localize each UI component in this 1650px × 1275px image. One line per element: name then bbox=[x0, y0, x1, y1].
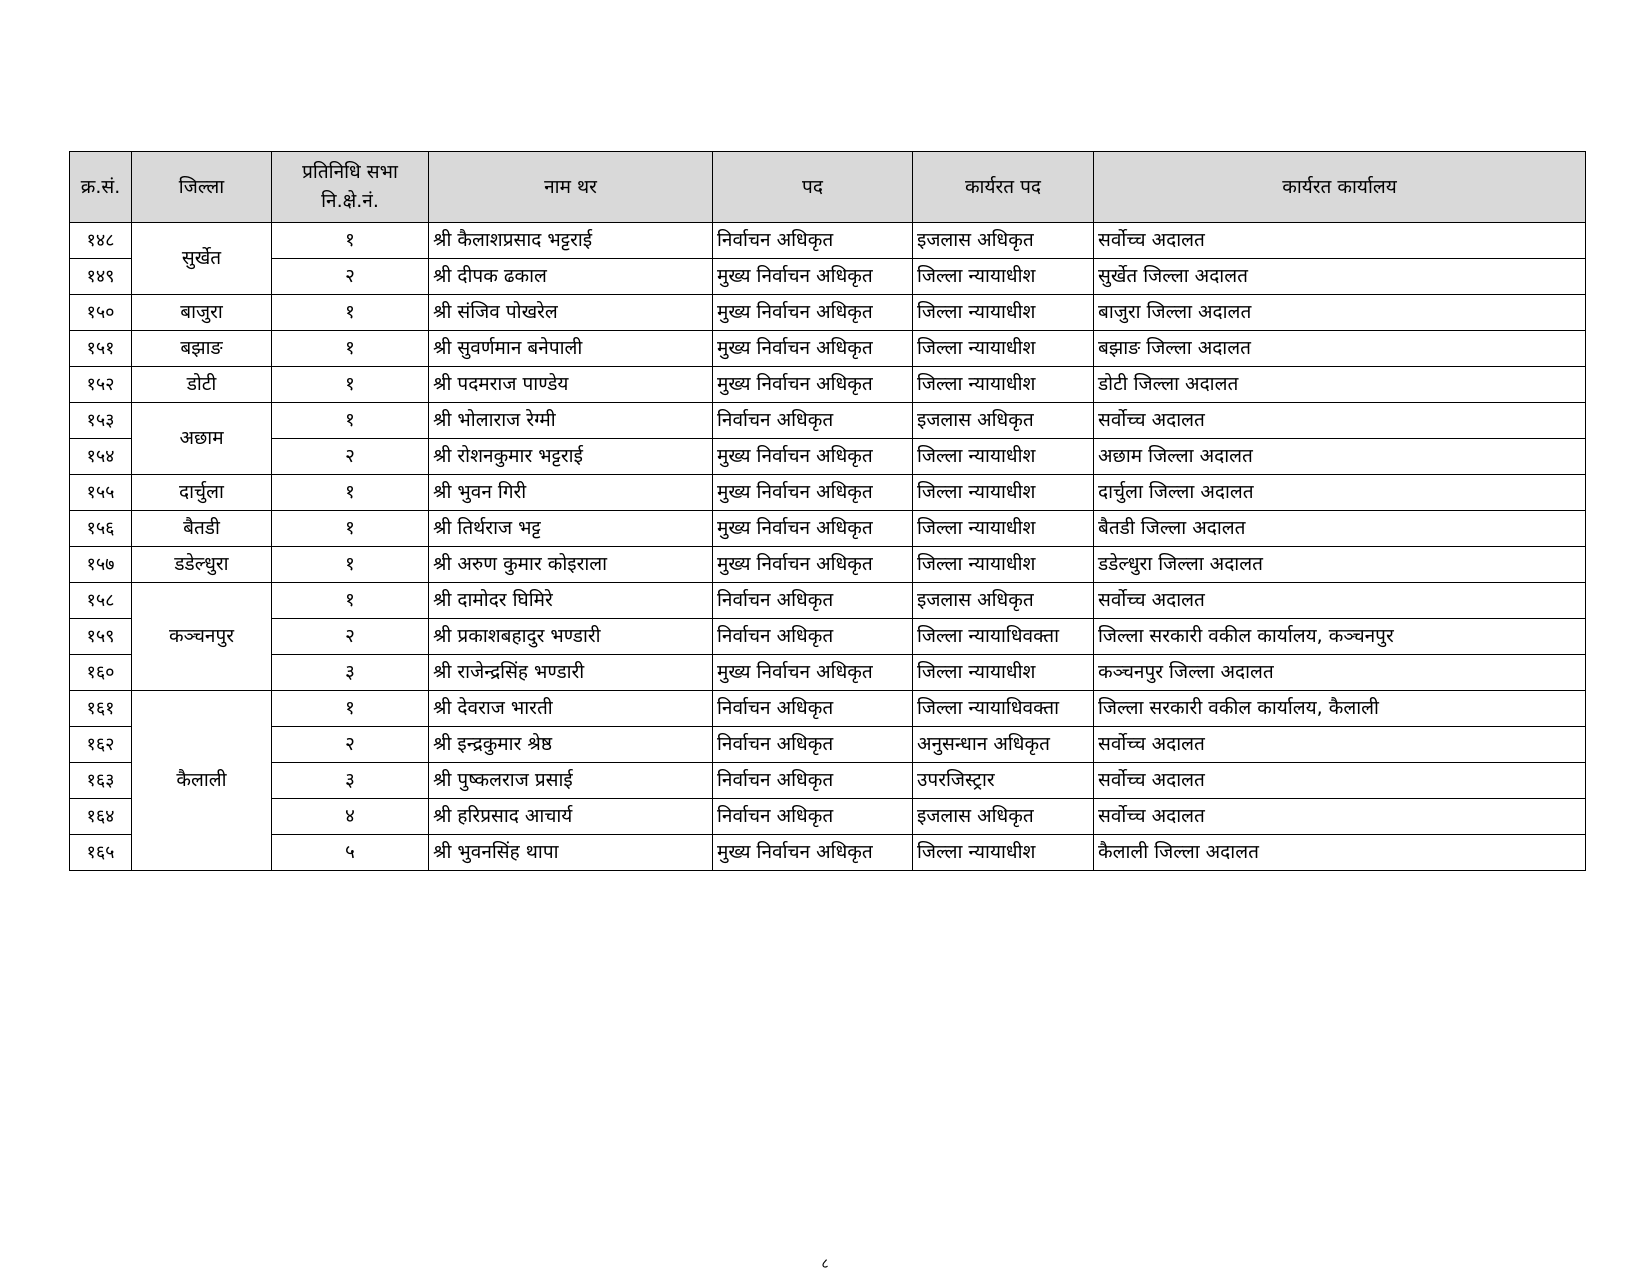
cell-constituency: १ bbox=[272, 367, 429, 403]
header-current-office: कार्यरत कार्यालय bbox=[1094, 152, 1586, 223]
cell-current-post: जिल्ला न्यायाधीश bbox=[913, 547, 1094, 583]
cell-sn: १६४ bbox=[70, 799, 132, 835]
cell-current-office: बाजुरा जिल्ला अदालत bbox=[1094, 295, 1586, 331]
cell-district: अछाम bbox=[132, 403, 272, 475]
header-post: पद bbox=[713, 152, 913, 223]
cell-constituency: १ bbox=[272, 547, 429, 583]
table-row bbox=[70, 799, 1586, 835]
cell-post: निर्वाचन अधिकृत bbox=[713, 763, 913, 799]
table-row bbox=[70, 835, 1586, 871]
header-name: नाम थर bbox=[429, 152, 713, 223]
cell-current-office: डोटी जिल्ला अदालत bbox=[1094, 367, 1586, 403]
cell-sn: १५४ bbox=[70, 439, 132, 475]
table-header bbox=[70, 152, 1586, 223]
officers-table bbox=[69, 151, 1586, 871]
cell-current-office: सर्वोच्च अदालत bbox=[1094, 403, 1586, 439]
cell-district: सुर्खेत bbox=[132, 223, 272, 295]
cell-current-post: जिल्ला न्यायाधीश bbox=[913, 439, 1094, 475]
cell-current-office: सर्वोच्च अदालत bbox=[1094, 223, 1586, 259]
cell-constituency: १ bbox=[272, 403, 429, 439]
cell-sn: १६१ bbox=[70, 691, 132, 727]
table-row bbox=[70, 655, 1586, 691]
cell-current-office: दार्चुला जिल्ला अदालत bbox=[1094, 475, 1586, 511]
cell-current-office: कैलाली जिल्ला अदालत bbox=[1094, 835, 1586, 871]
cell-post: निर्वाचन अधिकृत bbox=[713, 691, 913, 727]
cell-name: श्री भुवनसिंह थापा bbox=[429, 835, 713, 871]
cell-name: श्री भुवन गिरी bbox=[429, 475, 713, 511]
table-body bbox=[70, 223, 1586, 871]
cell-sn: १४८ bbox=[70, 223, 132, 259]
cell-current-post: इजलास अधिकृत bbox=[913, 223, 1094, 259]
cell-current-post: जिल्ला न्यायाधीश bbox=[913, 295, 1094, 331]
cell-constituency: ३ bbox=[272, 763, 429, 799]
table-row bbox=[70, 439, 1586, 475]
cell-sn: १५८ bbox=[70, 583, 132, 619]
cell-district: बझाङ bbox=[132, 331, 272, 367]
header-sn: क्र.सं. bbox=[70, 152, 132, 223]
cell-current-post: जिल्ला न्यायाधीश bbox=[913, 475, 1094, 511]
cell-current-office: डडेल्धुरा जिल्ला अदालत bbox=[1094, 547, 1586, 583]
header-constituency-line1: प्रतिनिधि सभा bbox=[302, 160, 398, 183]
cell-post: निर्वाचन अधिकृत bbox=[713, 619, 913, 655]
cell-constituency: १ bbox=[272, 331, 429, 367]
cell-current-post: जिल्ला न्यायाधीश bbox=[913, 655, 1094, 691]
cell-current-post: जिल्ला न्यायाधीश bbox=[913, 367, 1094, 403]
cell-sn: १५९ bbox=[70, 619, 132, 655]
cell-constituency: ५ bbox=[272, 835, 429, 871]
cell-district: कैलाली bbox=[132, 691, 272, 871]
cell-sn: १५१ bbox=[70, 331, 132, 367]
header-district: जिल्ला bbox=[132, 152, 272, 223]
cell-current-post: अनुसन्धान अधिकृत bbox=[913, 727, 1094, 763]
cell-current-post: इजलास अधिकृत bbox=[913, 403, 1094, 439]
cell-district: दार्चुला bbox=[132, 475, 272, 511]
cell-current-office: बैतडी जिल्ला अदालत bbox=[1094, 511, 1586, 547]
cell-current-office: जिल्ला सरकारी वकील कार्यालय, कञ्चनपुर bbox=[1094, 619, 1586, 655]
cell-name: श्री देवराज भारती bbox=[429, 691, 713, 727]
header-row bbox=[70, 152, 1586, 223]
cell-name: श्री पदमराज पाण्डेय bbox=[429, 367, 713, 403]
table-row bbox=[70, 475, 1586, 511]
cell-post: निर्वाचन अधिकृत bbox=[713, 583, 913, 619]
cell-sn: १६२ bbox=[70, 727, 132, 763]
cell-name: श्री प्रकाशबहादुर भण्डारी bbox=[429, 619, 713, 655]
cell-post: मुख्य निर्वाचन अधिकृत bbox=[713, 655, 913, 691]
cell-sn: १५३ bbox=[70, 403, 132, 439]
cell-district: कञ्चनपुर bbox=[132, 583, 272, 691]
cell-current-post: जिल्ला न्यायाधीश bbox=[913, 835, 1094, 871]
cell-current-office: सर्वोच्च अदालत bbox=[1094, 799, 1586, 835]
header-current-post: कार्यरत पद bbox=[913, 152, 1094, 223]
cell-current-office: सर्वोच्च अदालत bbox=[1094, 763, 1586, 799]
cell-post: निर्वाचन अधिकृत bbox=[713, 223, 913, 259]
cell-name: श्री दामोदर घिमिरे bbox=[429, 583, 713, 619]
table-row bbox=[70, 223, 1586, 259]
page-number: ८ bbox=[821, 1256, 829, 1272]
cell-name: श्री भोलाराज रेग्मी bbox=[429, 403, 713, 439]
cell-current-post: इजलास अधिकृत bbox=[913, 799, 1094, 835]
cell-constituency: १ bbox=[272, 475, 429, 511]
cell-post: मुख्य निर्वाचन अधिकृत bbox=[713, 475, 913, 511]
cell-constituency: १ bbox=[272, 295, 429, 331]
cell-constituency: १ bbox=[272, 223, 429, 259]
table-row bbox=[70, 619, 1586, 655]
cell-constituency: २ bbox=[272, 727, 429, 763]
cell-constituency: २ bbox=[272, 259, 429, 295]
cell-current-post: जिल्ला न्यायाधीश bbox=[913, 511, 1094, 547]
cell-name: श्री राजेन्द्रसिंह भण्डारी bbox=[429, 655, 713, 691]
cell-sn: १५० bbox=[70, 295, 132, 331]
header-constituency bbox=[272, 152, 429, 223]
cell-district: डडेल्धुरा bbox=[132, 547, 272, 583]
cell-post: मुख्य निर्वाचन अधिकृत bbox=[713, 367, 913, 403]
table-row bbox=[70, 403, 1586, 439]
cell-post: निर्वाचन अधिकृत bbox=[713, 727, 913, 763]
cell-current-office: बझाङ जिल्ला अदालत bbox=[1094, 331, 1586, 367]
cell-current-post: इजलास अधिकृत bbox=[913, 583, 1094, 619]
cell-post: मुख्य निर्वाचन अधिकृत bbox=[713, 259, 913, 295]
cell-sn: १६३ bbox=[70, 763, 132, 799]
cell-current-office: अछाम जिल्ला अदालत bbox=[1094, 439, 1586, 475]
cell-name: श्री इन्द्रकुमार श्रेष्ठ bbox=[429, 727, 713, 763]
cell-current-post: उपरजिस्ट्रार bbox=[913, 763, 1094, 799]
cell-post: निर्वाचन अधिकृत bbox=[713, 403, 913, 439]
cell-post: मुख्य निर्वाचन अधिकृत bbox=[713, 511, 913, 547]
cell-sn: १४९ bbox=[70, 259, 132, 295]
table-row bbox=[70, 295, 1586, 331]
table-row bbox=[70, 259, 1586, 295]
cell-constituency: २ bbox=[272, 439, 429, 475]
cell-constituency: ४ bbox=[272, 799, 429, 835]
cell-sn: १५५ bbox=[70, 475, 132, 511]
cell-constituency: १ bbox=[272, 691, 429, 727]
cell-constituency: ३ bbox=[272, 655, 429, 691]
cell-district: बाजुरा bbox=[132, 295, 272, 331]
cell-constituency: १ bbox=[272, 583, 429, 619]
cell-post: मुख्य निर्वाचन अधिकृत bbox=[713, 547, 913, 583]
cell-sn: १६० bbox=[70, 655, 132, 691]
cell-district: बैतडी bbox=[132, 511, 272, 547]
cell-current-post: जिल्ला न्यायाधिवक्ता bbox=[913, 619, 1094, 655]
cell-current-post: जिल्ला न्यायाधीश bbox=[913, 331, 1094, 367]
cell-current-office: जिल्ला सरकारी वकील कार्यालय, कैलाली bbox=[1094, 691, 1586, 727]
cell-constituency: १ bbox=[272, 511, 429, 547]
table-row bbox=[70, 511, 1586, 547]
cell-current-office: सर्वोच्च अदालत bbox=[1094, 727, 1586, 763]
cell-sn: १५६ bbox=[70, 511, 132, 547]
cell-current-post: जिल्ला न्यायाधीश bbox=[913, 259, 1094, 295]
cell-constituency: २ bbox=[272, 619, 429, 655]
header-constituency-line2: नि.क्षे.नं. bbox=[321, 190, 379, 212]
table-row bbox=[70, 727, 1586, 763]
cell-current-office: कञ्चनपुर जिल्ला अदालत bbox=[1094, 655, 1586, 691]
cell-current-office: सर्वोच्च अदालत bbox=[1094, 583, 1586, 619]
cell-name: श्री तिर्थराज भट्ट bbox=[429, 511, 713, 547]
cell-name: श्री अरुण कुमार कोइराला bbox=[429, 547, 713, 583]
cell-name: श्री हरिप्रसाद आचार्य bbox=[429, 799, 713, 835]
cell-district: डोटी bbox=[132, 367, 272, 403]
cell-post: मुख्य निर्वाचन अधिकृत bbox=[713, 439, 913, 475]
cell-post: मुख्य निर्वाचन अधिकृत bbox=[713, 331, 913, 367]
cell-sn: १५७ bbox=[70, 547, 132, 583]
table-row bbox=[70, 367, 1586, 403]
cell-name: श्री दीपक ढकाल bbox=[429, 259, 713, 295]
table-row bbox=[70, 583, 1586, 619]
cell-name: श्री पुष्कलराज प्रसाई bbox=[429, 763, 713, 799]
table-row bbox=[70, 547, 1586, 583]
cell-current-office: सुर्खेत जिल्ला अदालत bbox=[1094, 259, 1586, 295]
cell-sn: १५२ bbox=[70, 367, 132, 403]
cell-name: श्री सुवर्णमान बनेपाली bbox=[429, 331, 713, 367]
table-row bbox=[70, 763, 1586, 799]
table-row bbox=[70, 331, 1586, 367]
cell-post: मुख्य निर्वाचन अधिकृत bbox=[713, 835, 913, 871]
cell-name: श्री कैलाशप्रसाद भट्टराई bbox=[429, 223, 713, 259]
cell-name: श्री रोशनकुमार भट्टराई bbox=[429, 439, 713, 475]
cell-post: मुख्य निर्वाचन अधिकृत bbox=[713, 295, 913, 331]
cell-current-post: जिल्ला न्यायाधिवक्ता bbox=[913, 691, 1094, 727]
cell-name: श्री संजिव पोखरेल bbox=[429, 295, 713, 331]
cell-sn: १६५ bbox=[70, 835, 132, 871]
cell-post: निर्वाचन अधिकृत bbox=[713, 799, 913, 835]
table-row bbox=[70, 691, 1586, 727]
